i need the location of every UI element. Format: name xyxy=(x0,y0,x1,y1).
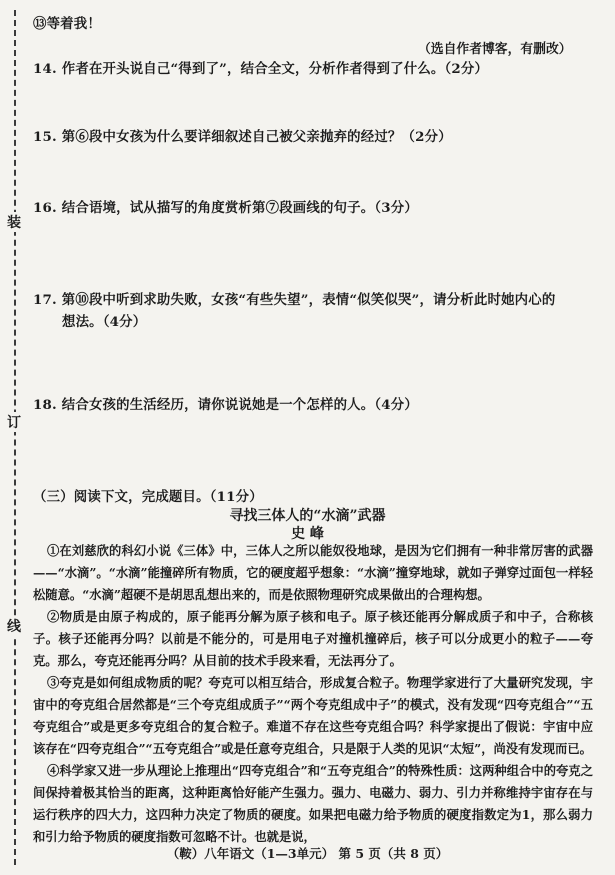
question-18: 18. 结合女孩的生活经历，请你说说她是一个怎样的人。（4分） xyxy=(33,397,418,413)
question-16: 16. 结合语境，试从描写的角度赏析第⑦段画线的句子。（3分） xyxy=(33,200,418,216)
margin-label-ding: 订 xyxy=(4,412,24,432)
page-footer: （鞍）八年语文（1—3单元） 第 5 页（共 8 页） xyxy=(166,846,449,861)
article-body xyxy=(33,540,593,848)
margin-label-xian: 线 xyxy=(4,616,24,636)
margin-label-zhuang: 装 xyxy=(4,212,24,232)
paragraph-2: ②物质是由原子构成的，原子能再分解为原子核和电子。原子核还能再分解成质子和中子，合称核子。核子还能再分吗？以前是不能分的，可是用电子对撞机撞碎后，核子可以分成更小的粒子——夸克。那么，夸克还能再分吗？从目前的技术手段来看，无法再分了。 xyxy=(33,609,593,668)
paragraph-4: ④科学家又进一步从理论上推理出“四夸克组合”和“五夸克组合”的特殊性质：这两种组合中的夸克之间保持着极其恰当的距离，这种距离恰好能产生强力。强力、电磁力、弱力、引力并称维持宇宙存在与运行秩序的四大力，这四种力决定了物质的硬度。如果把电磁力给予物质的硬度指数定为1，那么弱力和引力给予物质的硬度指数可忽略不计。也就是说， xyxy=(33,763,593,844)
paragraph-1: ①在刘慈欣的科幻小说《三体》中，三体人之所以能奴役地球，是因为它们拥有一种非常厉害的武器——“水滴”。“水滴”能撞碎所有物质，它的硬度超乎想象：“水滴”撞穿地球，就如子弹穿过面包一样轻松随意。“水滴”超硬不是胡思乱想出来的，而是依照物理研究成果做出的合理构想。 xyxy=(33,543,593,602)
question-15: 15. 第⑥段中女孩为什么要详细叙述自己被父亲抛弃的经过？（2分） xyxy=(33,129,452,145)
paragraph-3: ③夸克是如何组成物质的呢？夸克可以相互结合，形成复合粒子。物理学家进行了大量研究发现，宇宙中的夸克组合居然都是“三个夸克组成质子”“两个夸克组成中子”的模式，没有发现“四夸克组合”“五夸克组合”或是更多夸克组合的复合粒子。难道不存在这些夸克组合吗？科学家提出了假说：宇宙中应该存在“四夸克组合”“五夸克组合”或是任意夸克组合，只是限于人类的见识“太短”，尚没有发现而已。 xyxy=(33,675,593,756)
question-14: 14. 作者在开头说自己“得到了”，结合全文，分析作者得到了什么。（2分） xyxy=(33,61,489,77)
article-author: 史 峰 xyxy=(291,526,324,542)
section-heading: （三）阅读下文，完成题目。（11分） xyxy=(33,489,263,505)
top-line: ⑬等着我！ xyxy=(33,16,101,32)
question-17: 17. 第⑩段中听到求助失败，女孩“有些失望”，表情“似笑似哭”，请分析此时她内心的 xyxy=(33,292,556,308)
article-title: 寻找三体人的“水滴”武器 xyxy=(229,508,386,524)
question-17-cont: 想法。（4分） xyxy=(62,314,147,330)
binding-line xyxy=(14,10,16,865)
source-note: （选自作者博客，有删改） xyxy=(418,42,572,57)
